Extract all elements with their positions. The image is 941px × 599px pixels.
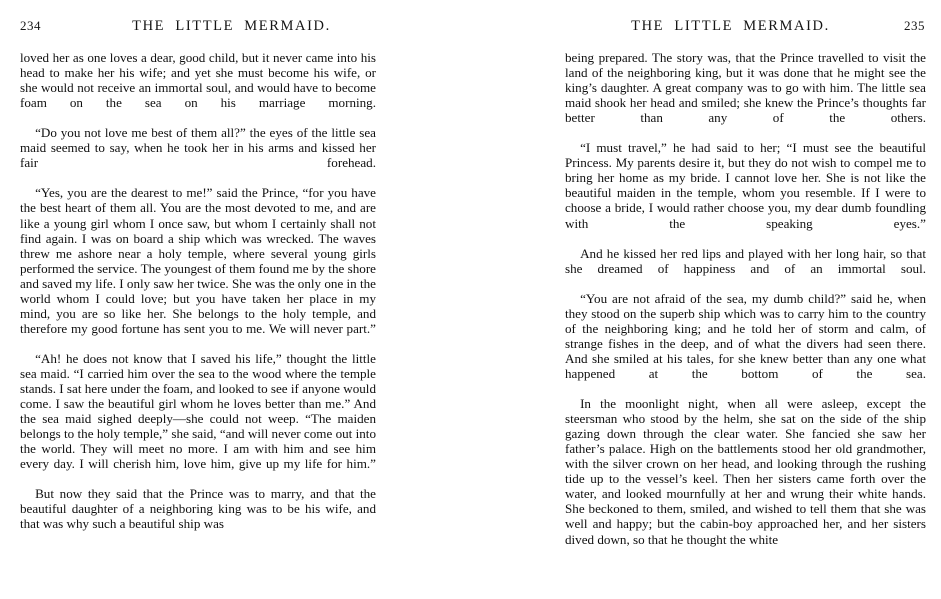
paragraph: In the moonlight night, when all were asleep, except the steersman who stood by the helm, she sat on the side of the ship gazing down through the clear water. She fancied she saw her father’s palace. High on the battlements stood her old grandmother, with the silver crown on her head, and looking through the rushing tide up to the vessel’s keel. Then her sisters came forth over the water, and looked mournfully at her and wrung their white hands. She beckoned to them, smiled, and wished to tell them that she was well and happy; but the cabin-boy approached her, and her sisters dived down, so that he thought the white	[565, 396, 926, 547]
paragraph: And he kissed her red lips and played with her long hair, so that she dreamed of happiness and of an immortal soul.	[565, 245, 926, 276]
running-head-title-recto: THE LITTLE MERMAID.	[631, 18, 830, 34]
paragraph: “I must travel,” he had said to her; “I must see the beautiful Princess. My parents desire it, but they do not wish to compel me to bring her home as my bride. I cannot love her. She is not like the beautiful maiden in the temple, whom you resemble. If I were to choose a bride, I would rather choose you, my dear dumb foundling with the speaking eyes.”	[565, 140, 926, 231]
page-verso	[0, 0, 470, 599]
folio-number-verso: 234	[20, 18, 41, 33]
paragraph: being prepared. The story was, that the Prince travelled to visit the land of the neighboring king, but it was done that he might see the king’s daughter. A great company was to go with him. The little sea maid shook her head and smiled; she knew the Prince’s thoughts far better than any of the others.	[565, 50, 926, 126]
folio-number-recto: 235	[904, 18, 925, 33]
running-head-title-verso: THE LITTLE MERMAID.	[132, 18, 331, 34]
page-recto	[471, 0, 941, 599]
running-head-recto	[565, 16, 925, 36]
paragraph: “You are not afraid of the sea, my dumb child?” said he, when they stood on the superb ship which was to carry him to the country of the neighboring king; and he told her of storm and calm, of strange fishes in the deep, and of what the divers had seen there. And she smiled at his tales, for she knew better than any one what happened at the bottom of the sea.	[565, 290, 926, 381]
running-head-verso	[20, 16, 448, 36]
paragraph: loved her as one loves a dear, good child, but it never came into his head to make her his wife; and yet she must become his wife, or she would not receive an immortal soul, and would have to become foam on the sea on his marriage morning.	[20, 50, 376, 111]
text-column-recto	[565, 50, 926, 547]
paragraph: “Yes, you are the dearest to me!” said the Prince, “for you have the best heart of them all. You are the most devoted to me, and are like a young girl whom I once saw, but whom I certainly shall not find again. I was on board a ship which was wrecked. The waves threw me ashore near a holy temple, where several young girls performed the service. The youngest of them found me by the shore and saved my life. I only saw her twice. She was the only one in the world whom I could love; but you have taken her place in my mind, you are so like her. She belongs to the holy temple, and therefore my good fortune has sent you to me. We will never part.”	[20, 185, 376, 336]
text-column-verso	[20, 50, 376, 532]
paragraph: “Ah! he does not know that I saved his life,” thought the little sea maid. “I carried him over the sea to the wood where the temple stands. I sat here under the foam, and looked to see if anyone would come. I saw the beautiful girl whom he loves better than me.” And the sea maid sighed deeply—she could not weep. “The maiden belongs to the holy temple,” she said, “and will never come out into the world. They will meet no more. I am with him and see him every day. I will cherish him, love him, give up my life for him.”	[20, 350, 376, 472]
paragraph: “Do you not love me best of them all?” the eyes of the little sea maid seemed to say, when he took her in his arms and kissed her fair forehead.	[20, 125, 376, 171]
paragraph: But now they said that the Prince was to marry, and that the beautiful daughter of a neighboring king was to be his wife, and that was why such a beautiful ship was	[20, 486, 376, 532]
